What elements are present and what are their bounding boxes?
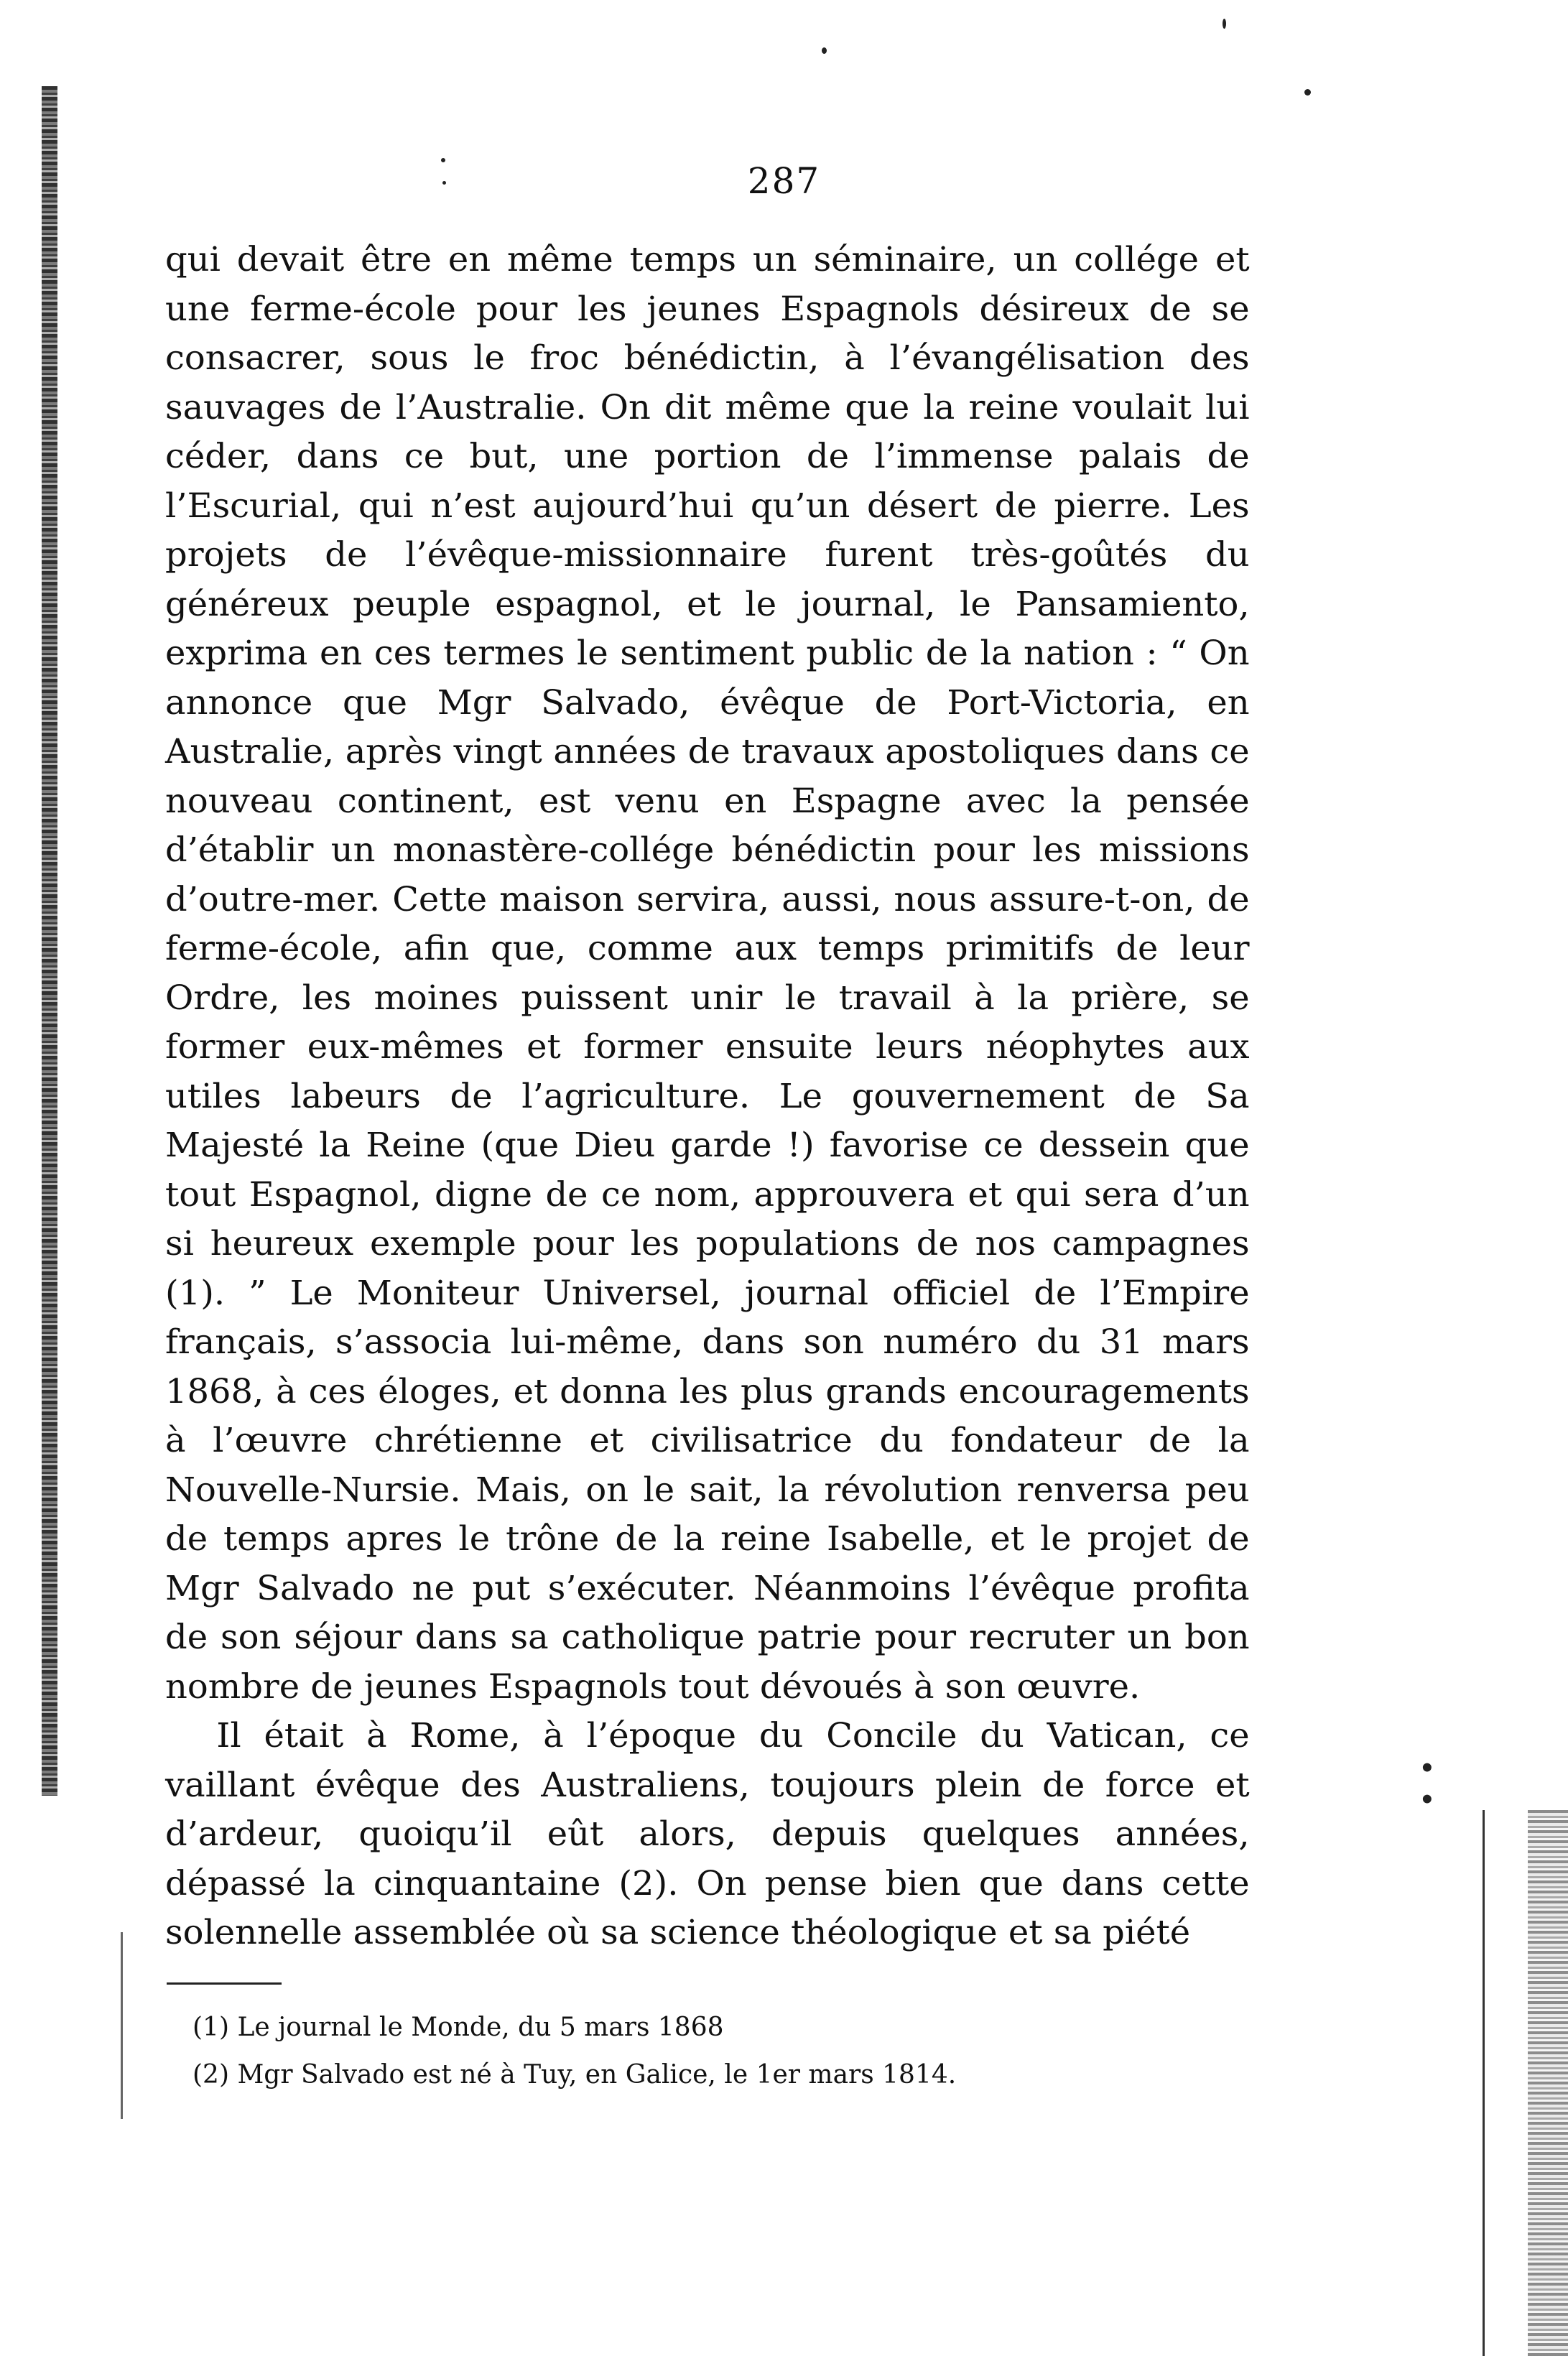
scan-speck bbox=[1223, 19, 1226, 29]
paragraph-1: qui devait être en même temps un séminaire, un collége et une ferme-école pour les jeunes Espagnols désireux de se consacrer, sous le froc bénédictin, à l’évangélisation des sauvages de l’Australie. On dit même que la reine voulait lui céder, dans ce but, une portion de l’immense palais de l’Escurial, qui n’est aujourd’hui qu’un désert de pierre. Les projets de l’évêque-missionnaire furent très-goûtés du généreux peuple espagnol, et le journal, le Pansamiento, exprima en ces termes le sentiment public de la nation : “ On annonce que Mgr Salvado, évêque de Port-Victoria, en Australie, après vingt années de travaux apostoliques dans ce nouveau continent, est venu en Espagne avec la pensée d’établir un monastère-collége bénédictin pour les missions d’outre-mer. Cette maison servira, aussi, nous assure-t-on, de ferme-école, afin que, comme aux temps primitifs de leur Ordre, les moines puissent unir le travail à la prière, se former eux-mêmes et former ensuite leurs néophytes aux utiles labeurs de l’agriculture. Le gouvernement de Sa Majesté la Reine (que Dieu garde !) favorise ce dessein que tout Espagnol, digne de ce nom, approuvera et qui sera d’un si heureux exemple pour les populations de nos campagnes (1). ” Le Moniteur Universel, journal officiel de l’Empire français, s’associa lui-même, dans son numéro du 31 mars 1868, à ces éloges, et donna les plus grands encouragements à l’œuvre chrétienne et civilisatrice du fondateur de la Nouvelle-Nursie. Mais, on le sait, la révolution renversa peu de temps apres le trône de la reine Isabelle, et le projet de Mgr Salvado ne put s’exécuter. Néanmoins l’évêque profita de son séjour dans sa catholique patrie pour recruter un bon nombre de jeunes Espagnols tout dévoués à son œuvre. bbox=[165, 240, 1250, 1707]
margin-mark: • • bbox=[1419, 1754, 1435, 1814]
scan-edge-right bbox=[1528, 1810, 1568, 2356]
footnote-2: (2) Mgr Salvado est né à Tuy, en Galice, le 1er mars 1814. bbox=[192, 2060, 957, 2089]
scan-edge-left bbox=[42, 86, 57, 1796]
scan-rule-left bbox=[121, 1932, 123, 2119]
paragraph-2: Il était à Rome, à l’époque du Concile du Vatican, ce vaillant évêque des Australiens, toujours plein de force et d’ardeur, quoiqu’il eût alors, depuis quelques années, dépassé la cinquantaine (2). On pense bien que dans cette solennelle assemblée où sa science théologique et sa piété bbox=[165, 1716, 1250, 1952]
footnote-1: (1) Le journal le Monde, du 5 mars 1868 bbox=[192, 2013, 724, 2042]
scan-rule-right bbox=[1483, 1810, 1485, 2356]
footnote-rule bbox=[167, 1982, 282, 1985]
footnotes bbox=[192, 2004, 1270, 2099]
scan-speck bbox=[1304, 89, 1311, 96]
scan-speck bbox=[822, 47, 827, 54]
page-number: 287 bbox=[747, 160, 821, 202]
body-text bbox=[165, 236, 1250, 1958]
